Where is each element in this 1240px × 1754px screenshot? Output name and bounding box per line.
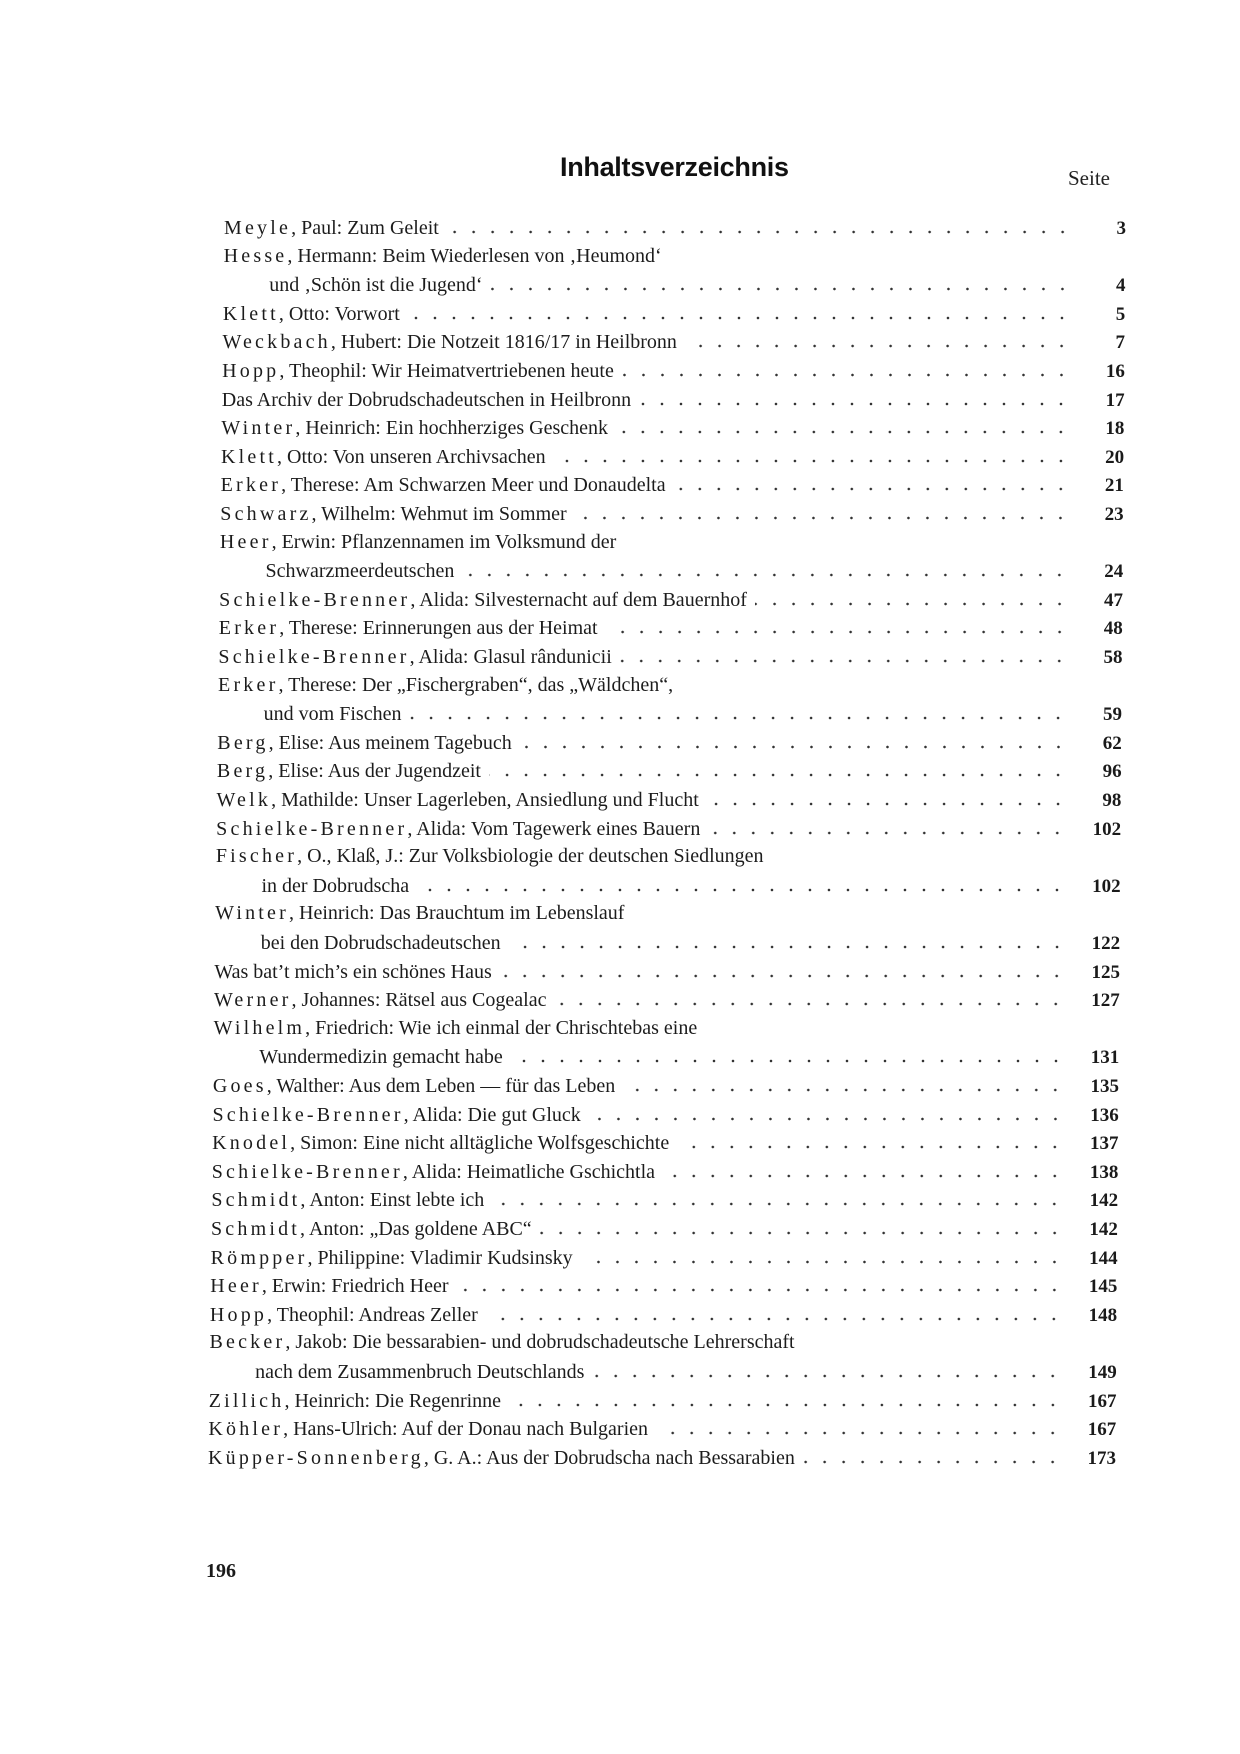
dot-leader <box>511 1044 1066 1064</box>
toc-entry <box>224 243 1126 269</box>
dot-leader <box>489 758 1068 778</box>
entry-author: Küpper-Sonnenberg <box>208 1446 424 1469</box>
entry-title-continuation: und ‚Schön ist die Jugend‘ <box>269 274 483 297</box>
toc-entry <box>219 586 1123 612</box>
entry-title: , Alida: Vom Tagewerk eines Bauern <box>407 817 701 840</box>
toc-entry <box>213 1072 1119 1098</box>
entry-title: , Alida: Silvesternacht auf dem Bauernhof <box>410 588 747 611</box>
toc-entry <box>221 471 1124 497</box>
entry-title: , Elise: Aus meinem Tagebuch <box>268 731 512 754</box>
toc-entry <box>208 1415 1116 1441</box>
entry-page-number: 137 <box>1090 1133 1119 1155</box>
entry-title: Das Archiv der Dobrudschadeutschen in Heilbronn <box>221 388 632 411</box>
entry-author: Winter <box>215 902 289 925</box>
toc-entry <box>211 1186 1118 1212</box>
entry-author: Becker <box>209 1331 286 1354</box>
entry-author: Römpper <box>210 1246 308 1269</box>
entry-author: Erker <box>218 673 279 696</box>
dot-leader <box>509 930 1067 950</box>
toc-entry-continuation <box>223 271 1125 297</box>
entry-title: , Philippine: Vladimir Kudsinsky <box>307 1246 573 1269</box>
dot-leader <box>623 1073 1065 1093</box>
entry-page-number: 16 <box>1105 361 1125 382</box>
dot-leader <box>803 1445 1062 1465</box>
entry-title: , Mathilde: Unser Lagerleben, Ansiedlung und Flucht <box>271 789 699 811</box>
entry-title: , Otto: Von unseren Archivsachen <box>277 445 546 468</box>
entry-title: , Elise: Aus der Jugendzeit <box>268 760 481 783</box>
entry-page-number: 136 <box>1090 1104 1119 1126</box>
entry-page-number: 48 <box>1103 618 1123 640</box>
entry-title: , Walther: Aus dem Leben — für das Leben <box>266 1075 616 1097</box>
toc-entry <box>223 300 1125 326</box>
toc-entry <box>217 757 1122 783</box>
dot-leader <box>592 1359 1062 1379</box>
entry-page-number: 98 <box>1102 790 1122 811</box>
entry-title-continuation: nach dem Zusammenbruch Deutschlands <box>255 1361 585 1383</box>
entry-author: Berg <box>217 731 269 754</box>
entry-author: Erker <box>218 617 280 640</box>
entry-title: , Hermann: Beim Wiederlesen von ‚Heumond‘ <box>287 244 662 267</box>
entry-page-number: 20 <box>1105 446 1125 468</box>
dot-leader <box>491 272 1072 292</box>
entry-author: Schielke-Brenner <box>216 817 408 840</box>
toc-entry <box>216 843 1121 869</box>
dot-leader <box>581 1245 1064 1265</box>
entry-title: , Heinrich: Die Regenrinne <box>284 1389 502 1412</box>
toc-entry <box>211 1215 1118 1241</box>
toc-entry <box>210 1301 1117 1327</box>
toc-entry <box>212 1129 1118 1155</box>
entry-author: Weckbach <box>222 331 331 354</box>
entry-page-number: 62 <box>1102 732 1122 754</box>
entry-title: , Paul: Zum Geleit <box>291 217 439 239</box>
entry-title-continuation: bei den Dobrudschadeutschen <box>260 932 501 954</box>
dot-leader <box>755 587 1069 607</box>
entry-title: , Heinrich: Ein hochherziges Geschenk <box>295 417 608 440</box>
dot-leader <box>606 615 1069 635</box>
dot-leader <box>509 1388 1062 1408</box>
entry-page-number: 127 <box>1091 990 1120 1012</box>
toc-entry <box>217 786 1122 812</box>
entry-page-number: 59 <box>1103 704 1123 726</box>
entry-title: , Jakob: Die bessarabien- und dobrudschadeutsche Lehrerschaft <box>285 1331 795 1354</box>
entry-title: , Friedrich: Wie ich einmal der Chrischtebas eine <box>305 1016 698 1039</box>
entry-author: Heer <box>210 1275 262 1298</box>
dot-leader <box>622 358 1071 378</box>
entry-author: Goes <box>212 1075 267 1097</box>
entry-page-number: 167 <box>1087 1419 1117 1441</box>
toc-entry <box>222 386 1125 412</box>
entry-author: Erker <box>220 474 282 497</box>
toc-entry <box>210 1272 1117 1298</box>
entry-author: Schielke-Brenner <box>219 588 411 611</box>
entry-page-number: 142 <box>1089 1190 1119 1212</box>
entry-title: , G. A.: Aus der Dobrudscha nach Bessarabien <box>423 1446 795 1469</box>
dot-leader <box>674 472 1070 492</box>
toc-entry <box>220 500 1123 526</box>
dot-leader <box>589 1102 1065 1122</box>
entry-title: , Simon: Eine nicht alltägliche Wolfsgeschichte <box>290 1132 670 1155</box>
entry-title: , Anton: „Das goldene ABC“ <box>300 1218 532 1240</box>
entry-title: , Otto: Vorwort <box>278 302 400 325</box>
entry-page-number: 135 <box>1090 1076 1119 1097</box>
entry-page-number: 144 <box>1089 1247 1118 1269</box>
toc-entry <box>223 328 1126 354</box>
entry-author: Meyle <box>224 217 292 239</box>
entry-page-number: 167 <box>1087 1390 1117 1412</box>
entry-title: , Wilhelm: Wehmut im Sommer <box>311 503 567 525</box>
entry-page-number: 5 <box>1115 303 1126 325</box>
entry-author: Welk <box>216 789 272 811</box>
entry-page-number: 138 <box>1089 1161 1119 1183</box>
entry-page-number: 131 <box>1090 1047 1120 1069</box>
entry-author: Hopp <box>209 1303 268 1326</box>
dot-leader <box>409 701 1068 721</box>
entry-author: Schmidt <box>211 1189 301 1212</box>
toc-entry <box>220 529 1124 555</box>
entry-title: , Therese: Erinnerungen aus der Heimat <box>279 617 598 640</box>
entry-title: , Alida: Heimatliche Gschichtla <box>402 1160 656 1183</box>
dot-leader <box>500 959 1066 979</box>
entry-page-number: 96 <box>1102 761 1122 783</box>
dot-leader <box>656 1416 1062 1436</box>
entry-author: Heer <box>219 530 272 553</box>
toc-entry-continuation <box>213 1043 1119 1069</box>
toc-entry-continuation <box>218 700 1122 726</box>
dot-leader <box>707 787 1068 807</box>
entry-title: , Heinrich: Das Brauchtum im Lebenslauf <box>289 902 625 925</box>
dot-leader <box>663 1159 1064 1179</box>
entry-title-continuation: Wundermedizin gemacht habe <box>259 1046 503 1069</box>
entry-page-number: 3 <box>1116 218 1126 239</box>
entry-title: , Hubert: Die Notzeit 1816/17 in Heilbronn <box>330 331 677 354</box>
entry-author: Klett <box>221 445 278 468</box>
entry-title: , Theophil: Wir Heimatvertriebenen heute <box>279 360 614 382</box>
dot-leader <box>540 1216 1064 1236</box>
entry-author: Fischer <box>215 845 298 868</box>
entry-title: , Johannes: Rätsel aus Cogealac <box>291 989 547 1012</box>
toc-entry <box>212 1101 1118 1127</box>
dot-leader <box>677 1130 1064 1150</box>
entry-page-number: 58 <box>1103 647 1123 668</box>
entry-page-number: 122 <box>1091 933 1121 954</box>
dot-leader <box>462 558 1069 578</box>
dot-leader <box>486 1302 1063 1322</box>
entry-author: Wilhelm <box>213 1016 306 1039</box>
toc-entry <box>224 214 1126 240</box>
entry-page-number: 47 <box>1103 589 1123 611</box>
entry-author: Hopp <box>222 360 280 382</box>
entry-page-number: 149 <box>1088 1362 1117 1383</box>
entry-page-number: 17 <box>1105 389 1125 411</box>
dot-leader <box>520 730 1068 750</box>
toc-entry <box>212 1158 1119 1184</box>
toc-entry <box>209 1387 1117 1413</box>
entry-page-number: 4 <box>1116 275 1126 297</box>
entry-author: Klett <box>222 302 279 325</box>
entry-author: Hesse <box>223 244 288 267</box>
toc-entry <box>222 357 1125 383</box>
toc-entry <box>209 1329 1116 1355</box>
page-column-label: Seite <box>1068 166 1110 190</box>
toc-entry <box>221 443 1124 469</box>
toc-entry-continuation <box>215 929 1120 955</box>
entry-page-number: 24 <box>1104 561 1124 583</box>
page-title: Inhaltsverzeichnis <box>560 152 789 182</box>
toc-entry-continuation <box>220 557 1124 583</box>
entry-author: Winter <box>221 417 296 440</box>
entry-title-continuation: in der Dobrudscha <box>261 874 410 897</box>
toc-entry <box>214 986 1120 1012</box>
toc-entry <box>218 643 1122 669</box>
entry-page-number: 148 <box>1088 1304 1118 1326</box>
toc-entry <box>216 815 1121 841</box>
entry-author: Knodel <box>212 1132 291 1155</box>
dot-leader <box>575 501 1070 521</box>
toc-entry <box>208 1444 1116 1470</box>
entry-page-number: 102 <box>1092 875 1121 897</box>
entry-title: , Hans-Ulrich: Auf der Donau nach Bulgarien <box>283 1418 649 1441</box>
entry-title: , Theophil: Andreas Zeller <box>267 1303 478 1326</box>
page-number: 196 <box>206 1560 236 1582</box>
entry-author: Schielke-Brenner <box>211 1160 403 1183</box>
entry-title: , Alida: Die gut Gluck <box>403 1103 581 1126</box>
entry-title: , Alida: Glasul rândunicii <box>409 646 612 668</box>
dot-leader <box>417 873 1066 893</box>
entry-title-continuation: Schwarzmeerdeutschen <box>265 560 455 583</box>
entry-author: Zillich <box>208 1389 285 1412</box>
toc-entry <box>215 900 1120 926</box>
dot-leader <box>708 816 1067 836</box>
dot-leader <box>492 1187 1064 1207</box>
toc-entry <box>217 729 1122 755</box>
entry-author: Schielke-Brenner <box>212 1103 404 1126</box>
toc-entry <box>214 958 1120 984</box>
entry-title: , Erwin: Pflanzennamen im Volksmund der <box>271 530 617 553</box>
entry-author: Köhler <box>208 1418 284 1441</box>
dot-leader <box>457 1273 1064 1293</box>
entry-page-number: 7 <box>1115 332 1126 354</box>
toc-entry-continuation <box>209 1358 1117 1384</box>
entry-page-number: 21 <box>1104 475 1124 497</box>
toc-entry-continuation <box>215 872 1120 898</box>
entry-page-number: 173 <box>1087 1447 1116 1469</box>
entry-author: Berg <box>216 760 269 783</box>
entry-title: , Erwin: Friedrich Heer <box>261 1275 449 1298</box>
dot-leader <box>554 444 1070 464</box>
entry-title: , Therese: Am Schwarzen Meer und Donaudelta <box>281 474 666 497</box>
toc-entry <box>218 672 1122 698</box>
entry-author: Schielke-Brenner <box>218 646 410 668</box>
entry-author: Schmidt <box>210 1218 301 1240</box>
toc-entry <box>219 614 1123 640</box>
entry-page-number: 102 <box>1092 818 1122 840</box>
dot-leader <box>685 329 1071 349</box>
entry-page-number: 125 <box>1091 961 1120 983</box>
entry-page-number: 145 <box>1088 1276 1118 1298</box>
entry-author: Schwarz <box>220 503 312 525</box>
entry-page-number: 142 <box>1089 1219 1118 1240</box>
dot-leader <box>620 644 1069 664</box>
entry-title: , O., Klaß, J.: Zur Volksbiologie der deutschen Siedlungen <box>297 845 764 868</box>
entry-page-number: 23 <box>1104 504 1124 525</box>
entry-title: , Therese: Der „Fischergraben“, das „Wäldchen“, <box>278 673 674 696</box>
toc-entry <box>221 414 1124 440</box>
dot-leader <box>616 415 1070 435</box>
dot-leader <box>639 387 1070 407</box>
entry-author: Werner <box>213 989 292 1012</box>
dot-leader <box>447 215 1072 235</box>
entry-title: Was bat’t mich’s ein schönes Haus <box>214 960 492 983</box>
dot-leader <box>554 987 1065 1007</box>
entry-page-number: 18 <box>1105 418 1125 440</box>
toc-entry <box>214 1015 1120 1041</box>
entry-title: , Anton: Einst lebte ich <box>300 1189 485 1212</box>
toc-entry <box>211 1244 1118 1270</box>
entry-title-continuation: und vom Fischen <box>263 703 402 726</box>
dot-leader <box>408 301 1071 321</box>
